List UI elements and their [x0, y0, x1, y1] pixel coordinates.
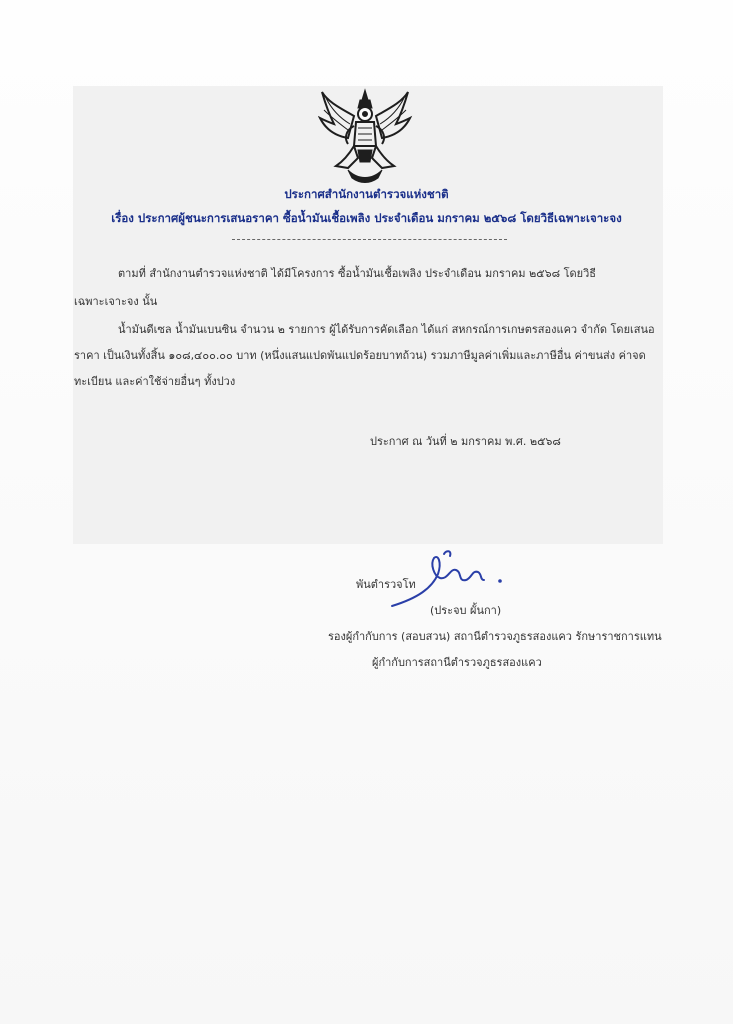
paragraph2-line3: ทะเบียน และค่าใช้จ่ายอื่นๆ ทั้งปวง [74, 375, 236, 388]
dashed-divider [232, 239, 507, 240]
garuda-emblem-icon [318, 86, 413, 184]
signatory-position-line1: รองผู้กำกับการ (สอบสวน) สถานีตำรวจภูธรสองแคว รักษาราชการแทน [328, 630, 662, 643]
announcement-header: ประกาศสำนักงานตำรวจแห่งชาติ [284, 187, 449, 201]
signatory-position-line2: ผู้กำกับการสถานีตำรวจภูธรสองแคว [372, 656, 542, 669]
paragraph1-line1: ตามที่ สำนักงานตำรวจแห่งชาติ ได้มีโครงการ ซื้อน้ำมันเชื้อเพลิง ประจำเดือน มกราคม ๒๕๖๘ โดยวิธี [118, 267, 596, 280]
paragraph1-line2: เฉพาะเจาะจง นั้น [74, 295, 158, 308]
paragraph2-line2: ราคา เป็นเงินทั้งสิ้น ๑๐๘,๔๐๐.๐๐ บาท (หนึ่งแสนแปดพันแปดร้อยบาทถ้วน) รวมภาษีมูลค่าเพิ่มและภาษีอื่น ค่าขนส่ง ค่าจด [74, 349, 646, 362]
signatory-rank: พันตำรวจโท [356, 578, 416, 591]
announcement-date: ประกาศ ณ วันที่ ๒ มกราคม พ.ศ. ๒๕๖๘ [370, 435, 561, 448]
announcement-subject: เรื่อง ประกาศผู้ชนะการเสนอราคา ซื้อน้ำมันเชื้อเพลิง ประจำเดือน มกราคม ๒๕๖๘ โดยวิธีเฉพาะเจาะจง [111, 211, 622, 225]
signatory-name: (ประจบ ผั้นกา) [430, 604, 502, 617]
paragraph2-line1: น้ำมันดีเซล น้ำมันเบนซิน จำนวน ๒ รายการ ผู้ได้รับการคัดเลือก ได้แก่ สหกรณ์การเกษตรสองแคว จำกัด โดยเสนอ [118, 323, 655, 336]
